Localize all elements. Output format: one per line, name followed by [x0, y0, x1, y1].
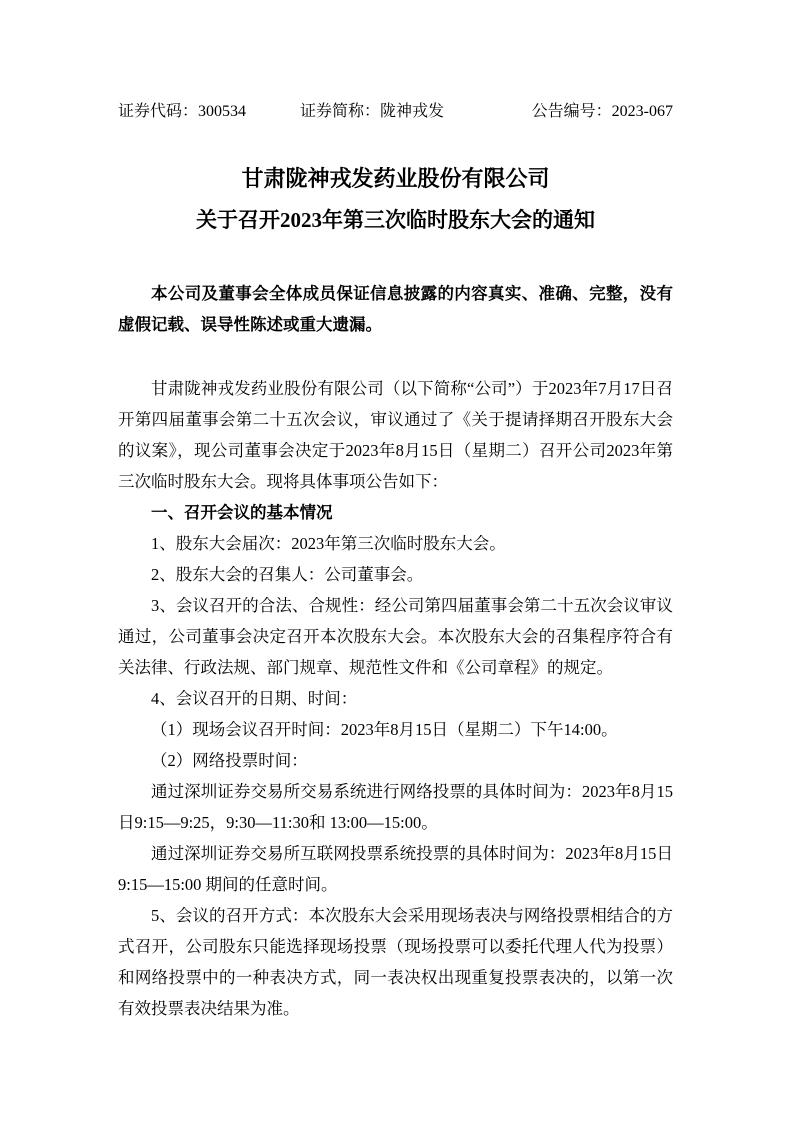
- item-date-time: 4、会议召开的日期、时间：: [151, 689, 358, 708]
- section-heading-basic-info: 一、召开会议的基本情况: [151, 503, 333, 522]
- item-convener: 2、股东大会的召集人：公司董事会。: [151, 565, 424, 584]
- disclaimer-statement: 本公司及董事会全体成员保证信息披露的内容真实、准确、完整，没有虚假记载、误导性陈述或重大遗漏。: [118, 284, 673, 334]
- announcement-number: 公告编号：2023-067: [531, 103, 673, 120]
- item-legality: 3、会议召开的合法、合规性：经公司第四届董事会第二十五次会议审议通过，公司董事会决定召开本次股东大会。本次股东大会的召集程序符合有关法律、行政法规、部门规章、规范性文件和《公司章程》的规定。: [118, 596, 673, 677]
- item-online-voting-time: （2）网络投票时间：: [151, 751, 308, 770]
- notice-title: 关于召开2023年第三次临时股东大会的通知: [196, 208, 595, 232]
- document-content: [118, 102, 673, 1024]
- stock-short-name: 证券简称：陇神戎发: [300, 103, 445, 120]
- document-header: [118, 102, 673, 122]
- stock-code: 证券代码：300534: [118, 103, 247, 120]
- intro-paragraph: 甘肃陇神戎发药业股份有限公司（以下简称“公司”）于2023年7月17日召开第四届董事会第二十五次会议，审议通过了《关于提请择期召开股东大会的议案》，现公司董事会决定于2023年8月15日（星期二）召开公司2023年第三次临时股东大会。现将具体事项公告如下：: [118, 379, 673, 491]
- item-internet-system-voting-time: 通过深圳证券交易所互联网投票系统投票的具体时间为：2023年8月15日9:15—15:00 期间的任意时间。: [118, 844, 673, 894]
- item-onsite-meeting-time: （1）现场会议召开时间：2023年8月15日（星期二）下午14:00。: [151, 720, 618, 739]
- company-name-title: 甘肃陇神戎发药业股份有限公司: [241, 166, 550, 191]
- item-trading-system-voting-time: 通过深圳证券交易所交易系统进行网络投票的具体时间为：2023年8月15日9:15—9:25，9:30—11:30和 13:00—15:00。: [118, 782, 673, 832]
- item-meeting-session: 1、股东大会届次：2023年第三次临时股东大会。: [151, 534, 506, 553]
- item-meeting-method: 5、会议的召开方式：本次股东大会采用现场表决与网络投票相结合的方式召开，公司股东只能选择现场投票（现场投票可以委托代理人代为投票）和网络投票中的一种表决方式，同一表决权出现重复投票表决的，以第一次有效投票表决结果为准。: [118, 906, 673, 1018]
